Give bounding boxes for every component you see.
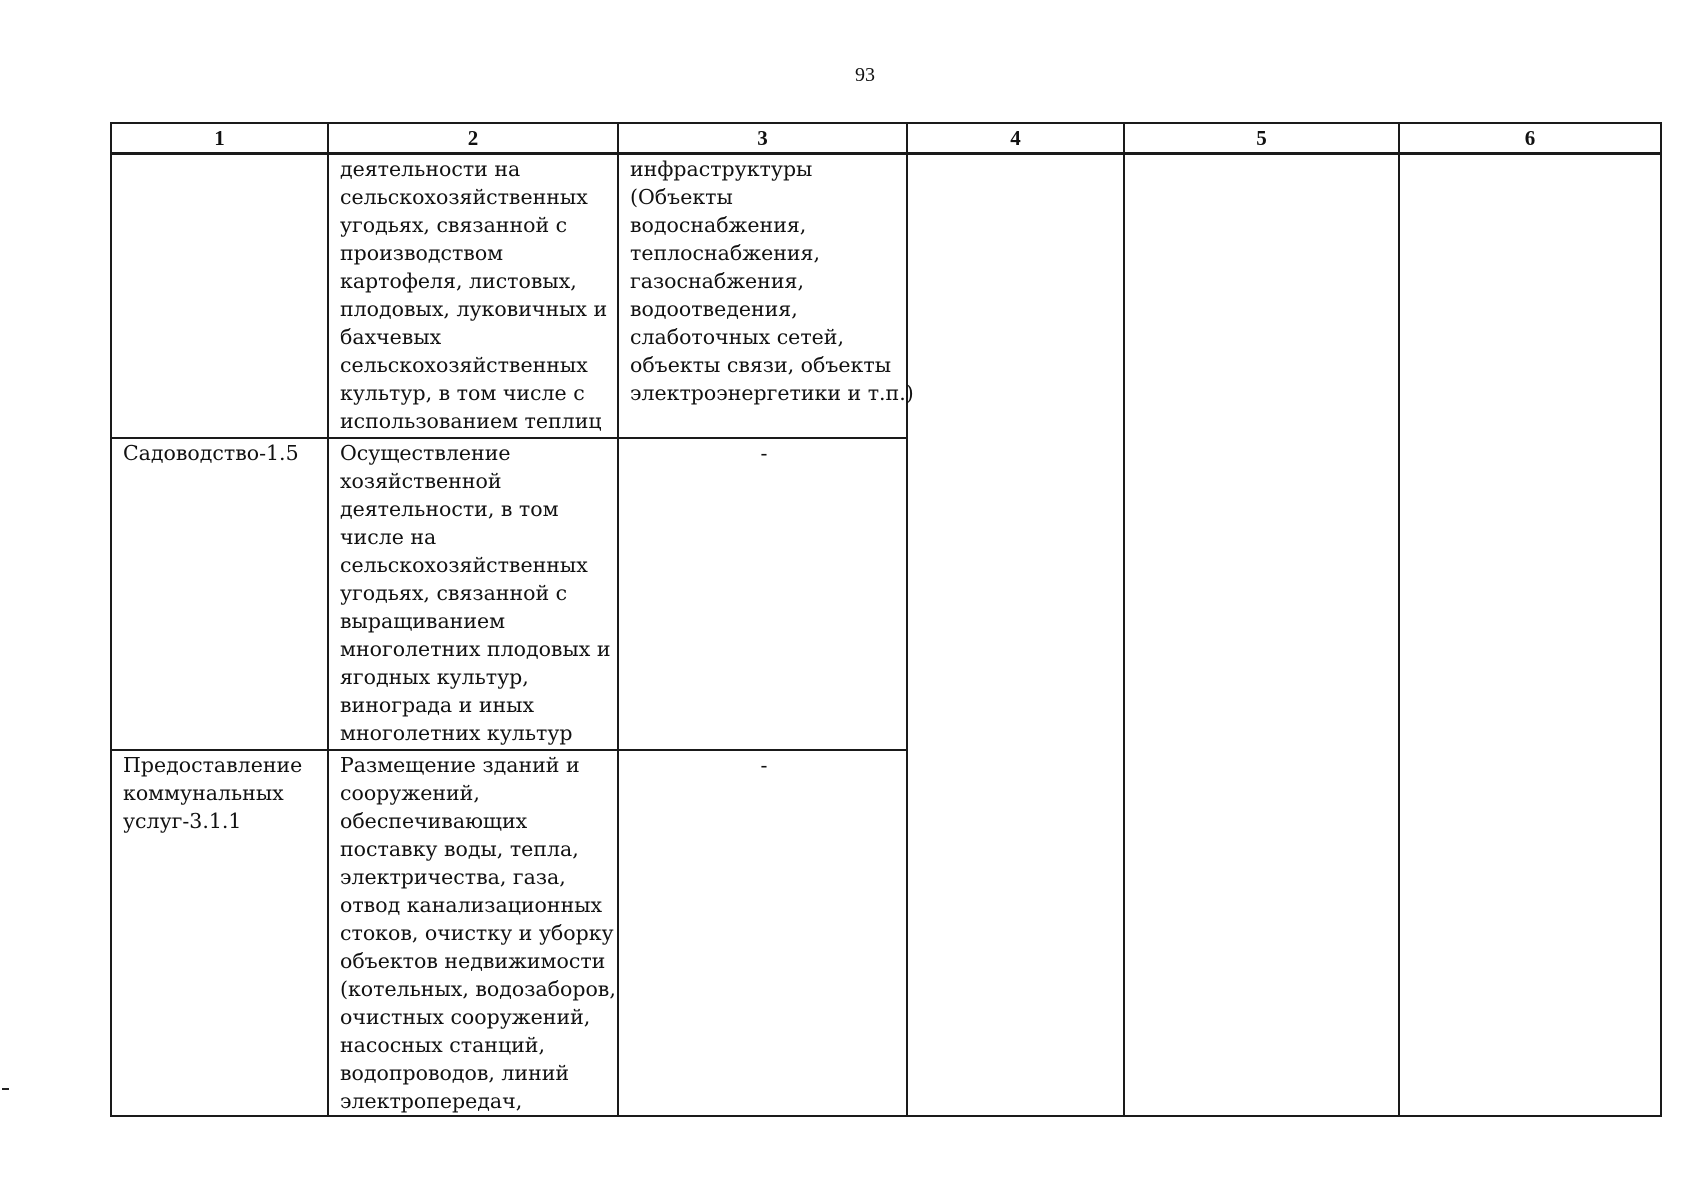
land-use-table (110, 122, 1662, 1117)
text-line: Садоводство-1.5 (123, 440, 299, 465)
column-header-3: 3 (618, 123, 907, 154)
text-line: поставку воды, тепла, (340, 836, 579, 861)
page-number: 93 (855, 64, 875, 86)
text-line: электричества, газа, (340, 864, 566, 889)
dash-placeholder: - (760, 440, 768, 465)
text-line: бахчевых (340, 325, 442, 349)
text-line: Предоставление (123, 752, 303, 777)
text-line: водопроводов, линий (340, 1060, 570, 1085)
cell-permitted-objects (618, 438, 907, 750)
text-line: коммунальных (123, 780, 284, 805)
text-line: угодьях, связанной с (340, 213, 568, 237)
text-line: электропередач, (340, 1088, 523, 1113)
text-line: угодьях, связанной с (340, 580, 568, 605)
text-line: сельскохозяйственных (340, 185, 588, 209)
text-line: насосных станций, (340, 1032, 545, 1057)
text-line: стоков, очистку и уборку (340, 920, 614, 945)
text-line: числе на (340, 524, 437, 549)
text-line: слаботочных сетей, (630, 325, 844, 349)
text-line: очистных сооружений, (340, 1004, 591, 1029)
text-line: многолетних плодовых и (340, 636, 611, 661)
text-line: (котельных, водозаборов, (340, 976, 616, 1001)
text-line: многолетних культур (340, 720, 573, 745)
column-header-1: 1 (111, 123, 328, 154)
cell-column-6-empty (1399, 154, 1661, 1116)
cell-use-type (111, 750, 328, 1116)
text-line: картофеля, листовых, (340, 269, 577, 293)
cell-column-5-empty (1124, 154, 1399, 1116)
text-line: хозяйственной (340, 468, 502, 493)
text-line: производством (340, 241, 504, 265)
text-line: деятельности на (340, 157, 521, 181)
text-line: плодовых, луковичных и (340, 297, 608, 321)
text-line: (Объекты (630, 185, 733, 209)
column-header-5: 5 (1124, 123, 1399, 154)
table-row (111, 154, 1661, 438)
text-line: обеспечивающих (340, 808, 528, 833)
cell-description (328, 438, 618, 750)
text-line: инфраструктуры (630, 157, 813, 181)
text-line: водоотведения, (630, 297, 798, 321)
text-line: сельскохозяйственных (340, 552, 588, 577)
column-header-6: 6 (1399, 123, 1661, 154)
text-line: отвод канализационных (340, 892, 603, 917)
column-header-2: 2 (328, 123, 618, 154)
text-line: винограда и иных (340, 692, 535, 717)
text-line: сельскохозяйственных (340, 353, 588, 377)
text-line: использованием теплиц (340, 409, 602, 433)
text-line: Осуществление (340, 440, 511, 465)
text-line: теплоснабжения, (630, 241, 820, 265)
text-line: выращиванием (340, 608, 506, 633)
text-line: водоснабжения, (630, 213, 807, 237)
text-line: объектов недвижимости (340, 948, 606, 973)
text-line: электроэнергетики и т.п.) (630, 381, 914, 405)
cell-column-4-empty (907, 154, 1124, 1116)
text-line: культур, в том числе с (340, 381, 585, 405)
dash-placeholder: - (760, 752, 768, 777)
cell-description (328, 750, 618, 1116)
cell-description (328, 154, 618, 438)
text-line: сооружений, (340, 780, 480, 805)
table-header-row (111, 123, 1661, 154)
column-header-4: 4 (907, 123, 1124, 154)
cell-use-type (111, 438, 328, 750)
text-line: газоснабжения, (630, 269, 804, 293)
scan-edge-mark (2, 1088, 9, 1090)
text-line: Размещение зданий и (340, 752, 580, 777)
text-line: деятельности, в том (340, 496, 559, 521)
cell-permitted-objects (618, 750, 907, 1116)
text-line: ягодных культур, (340, 664, 529, 689)
text-line: объекты связи, объекты (630, 353, 892, 377)
cell-use-type (111, 154, 328, 438)
text-line: услуг-3.1.1 (123, 808, 242, 833)
cell-permitted-objects (618, 154, 914, 438)
